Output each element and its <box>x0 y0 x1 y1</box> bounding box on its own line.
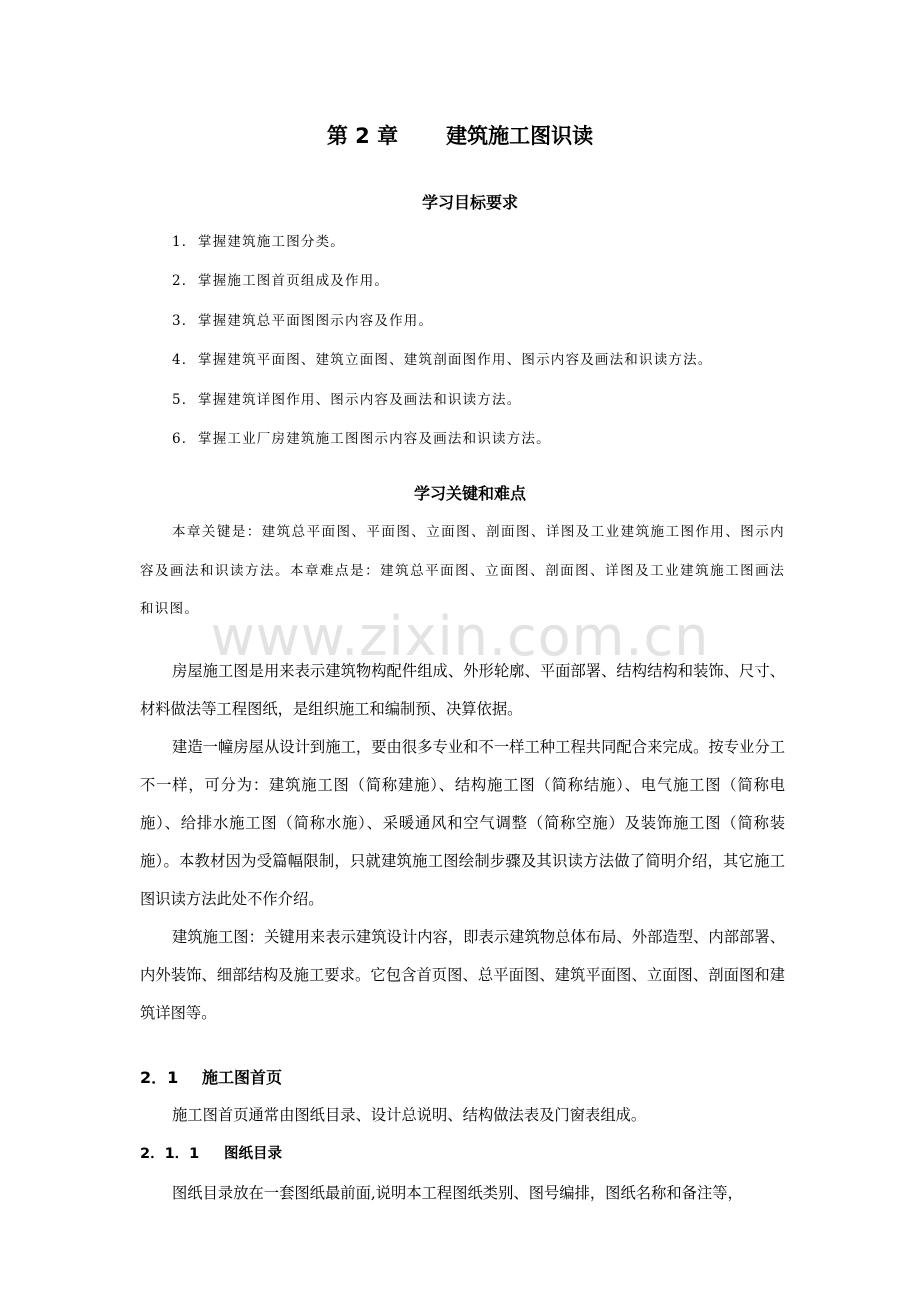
body-paragraph-1: 房屋施工图是用来表示建筑物构配件组成、外形轮廓、平面部署、结构结构和装饰、尺寸、材料做法等工程图纸，是组织施工和编制预、决算依据。 <box>140 662 785 718</box>
section-2-1-1-paragraph: 图纸目录放在一套图纸最前面,说明本工程图纸类别、图号编排，图纸名称和备注等， <box>172 1184 743 1202</box>
list-item-index: 5． <box>172 391 197 408</box>
list-item-index: 6． <box>172 430 197 447</box>
list-item-text: 掌握施工图首页组成及作用。 <box>198 273 390 290</box>
section-title: 施工图首页 <box>202 1068 283 1087</box>
list-item <box>172 309 713 348</box>
section-2-1-1-heading <box>140 1142 282 1166</box>
section-title: 图纸目录 <box>224 1146 282 1162</box>
list-item <box>172 427 713 466</box>
list-item-text: 掌握建筑详图作用、图示内容及画法和识读方法。 <box>198 391 522 408</box>
objectives-heading: 学习目标要求 <box>421 193 518 212</box>
chapter-title <box>0 121 920 151</box>
list-item-text: 掌握建筑平面图、建筑立面图、建筑剖面图作用、图示内容及画法和识读方法。 <box>198 352 713 369</box>
body-paragraph-2: 建造一幢房屋从设计到施工，要由很多专业和不一样工种工程共同配合来完成。按专业分工不一样，可分为：建筑施工图（简称建施）、结构施工图（简称结施）、电气施工图（简称电施）、给排水施工图（简称水施）、采暖通风和空气调整（简称空施）及装饰施工图（简称装施）。本教材因为受篇幅限制，只就建筑施工图绘制步骤及其识读方法做了简明介绍，其它施工图识读方法此处不作介绍。 <box>140 738 785 908</box>
section-2-1-heading <box>140 1065 282 1091</box>
list-item <box>172 269 713 308</box>
list-item-index: 2． <box>172 273 197 290</box>
key-points-paragraph: 本章关键是：建筑总平面图、平面图、立面图、剖面图、详图及工业建筑施工图作用、图示内容及画法和识读方法。本章难点是：建筑总平面图、立面图、剖面图、详图及工业建筑施工图画法和识图。 <box>140 524 785 617</box>
list-item <box>172 388 713 427</box>
key-points-heading: 学习关键和难点 <box>413 484 526 503</box>
chapter-number: 第 2 章 <box>326 124 399 148</box>
list-item <box>172 348 713 387</box>
list-item-text: 掌握建筑总平面图图示内容及作用。 <box>198 312 434 329</box>
watermark: www.zixin.com.cn <box>210 605 710 668</box>
body-paragraph-3: 建筑施工图：关键用来表示建筑设计内容，即表示建筑物总体布局、外部造型、内部部署、内外装饰、细部结构及施工要求。它包含首页图、总平面图、建筑平面图、立面图、剖面图和建筑详图等。 <box>140 928 785 1022</box>
list-item-index: 1． <box>172 234 197 250</box>
section-number: 2．1 <box>140 1068 179 1087</box>
list-item-text: 掌握工业厂房建筑施工图图示内容及画法和识读方法。 <box>198 430 551 447</box>
objectives-list <box>172 230 713 466</box>
section-number: 2．1．1 <box>140 1146 200 1162</box>
list-item-index: 3． <box>172 312 197 329</box>
section-2-1-paragraph: 施工图首页通常由图纸目录、设计总说明、结构做法表及门窗表组成。 <box>172 1106 647 1124</box>
chapter-name: 建筑施工图识读 <box>446 124 594 148</box>
list-item <box>172 230 713 269</box>
list-item-index: 4． <box>172 352 197 369</box>
list-item-text: 掌握建筑施工图分类。 <box>198 234 345 250</box>
